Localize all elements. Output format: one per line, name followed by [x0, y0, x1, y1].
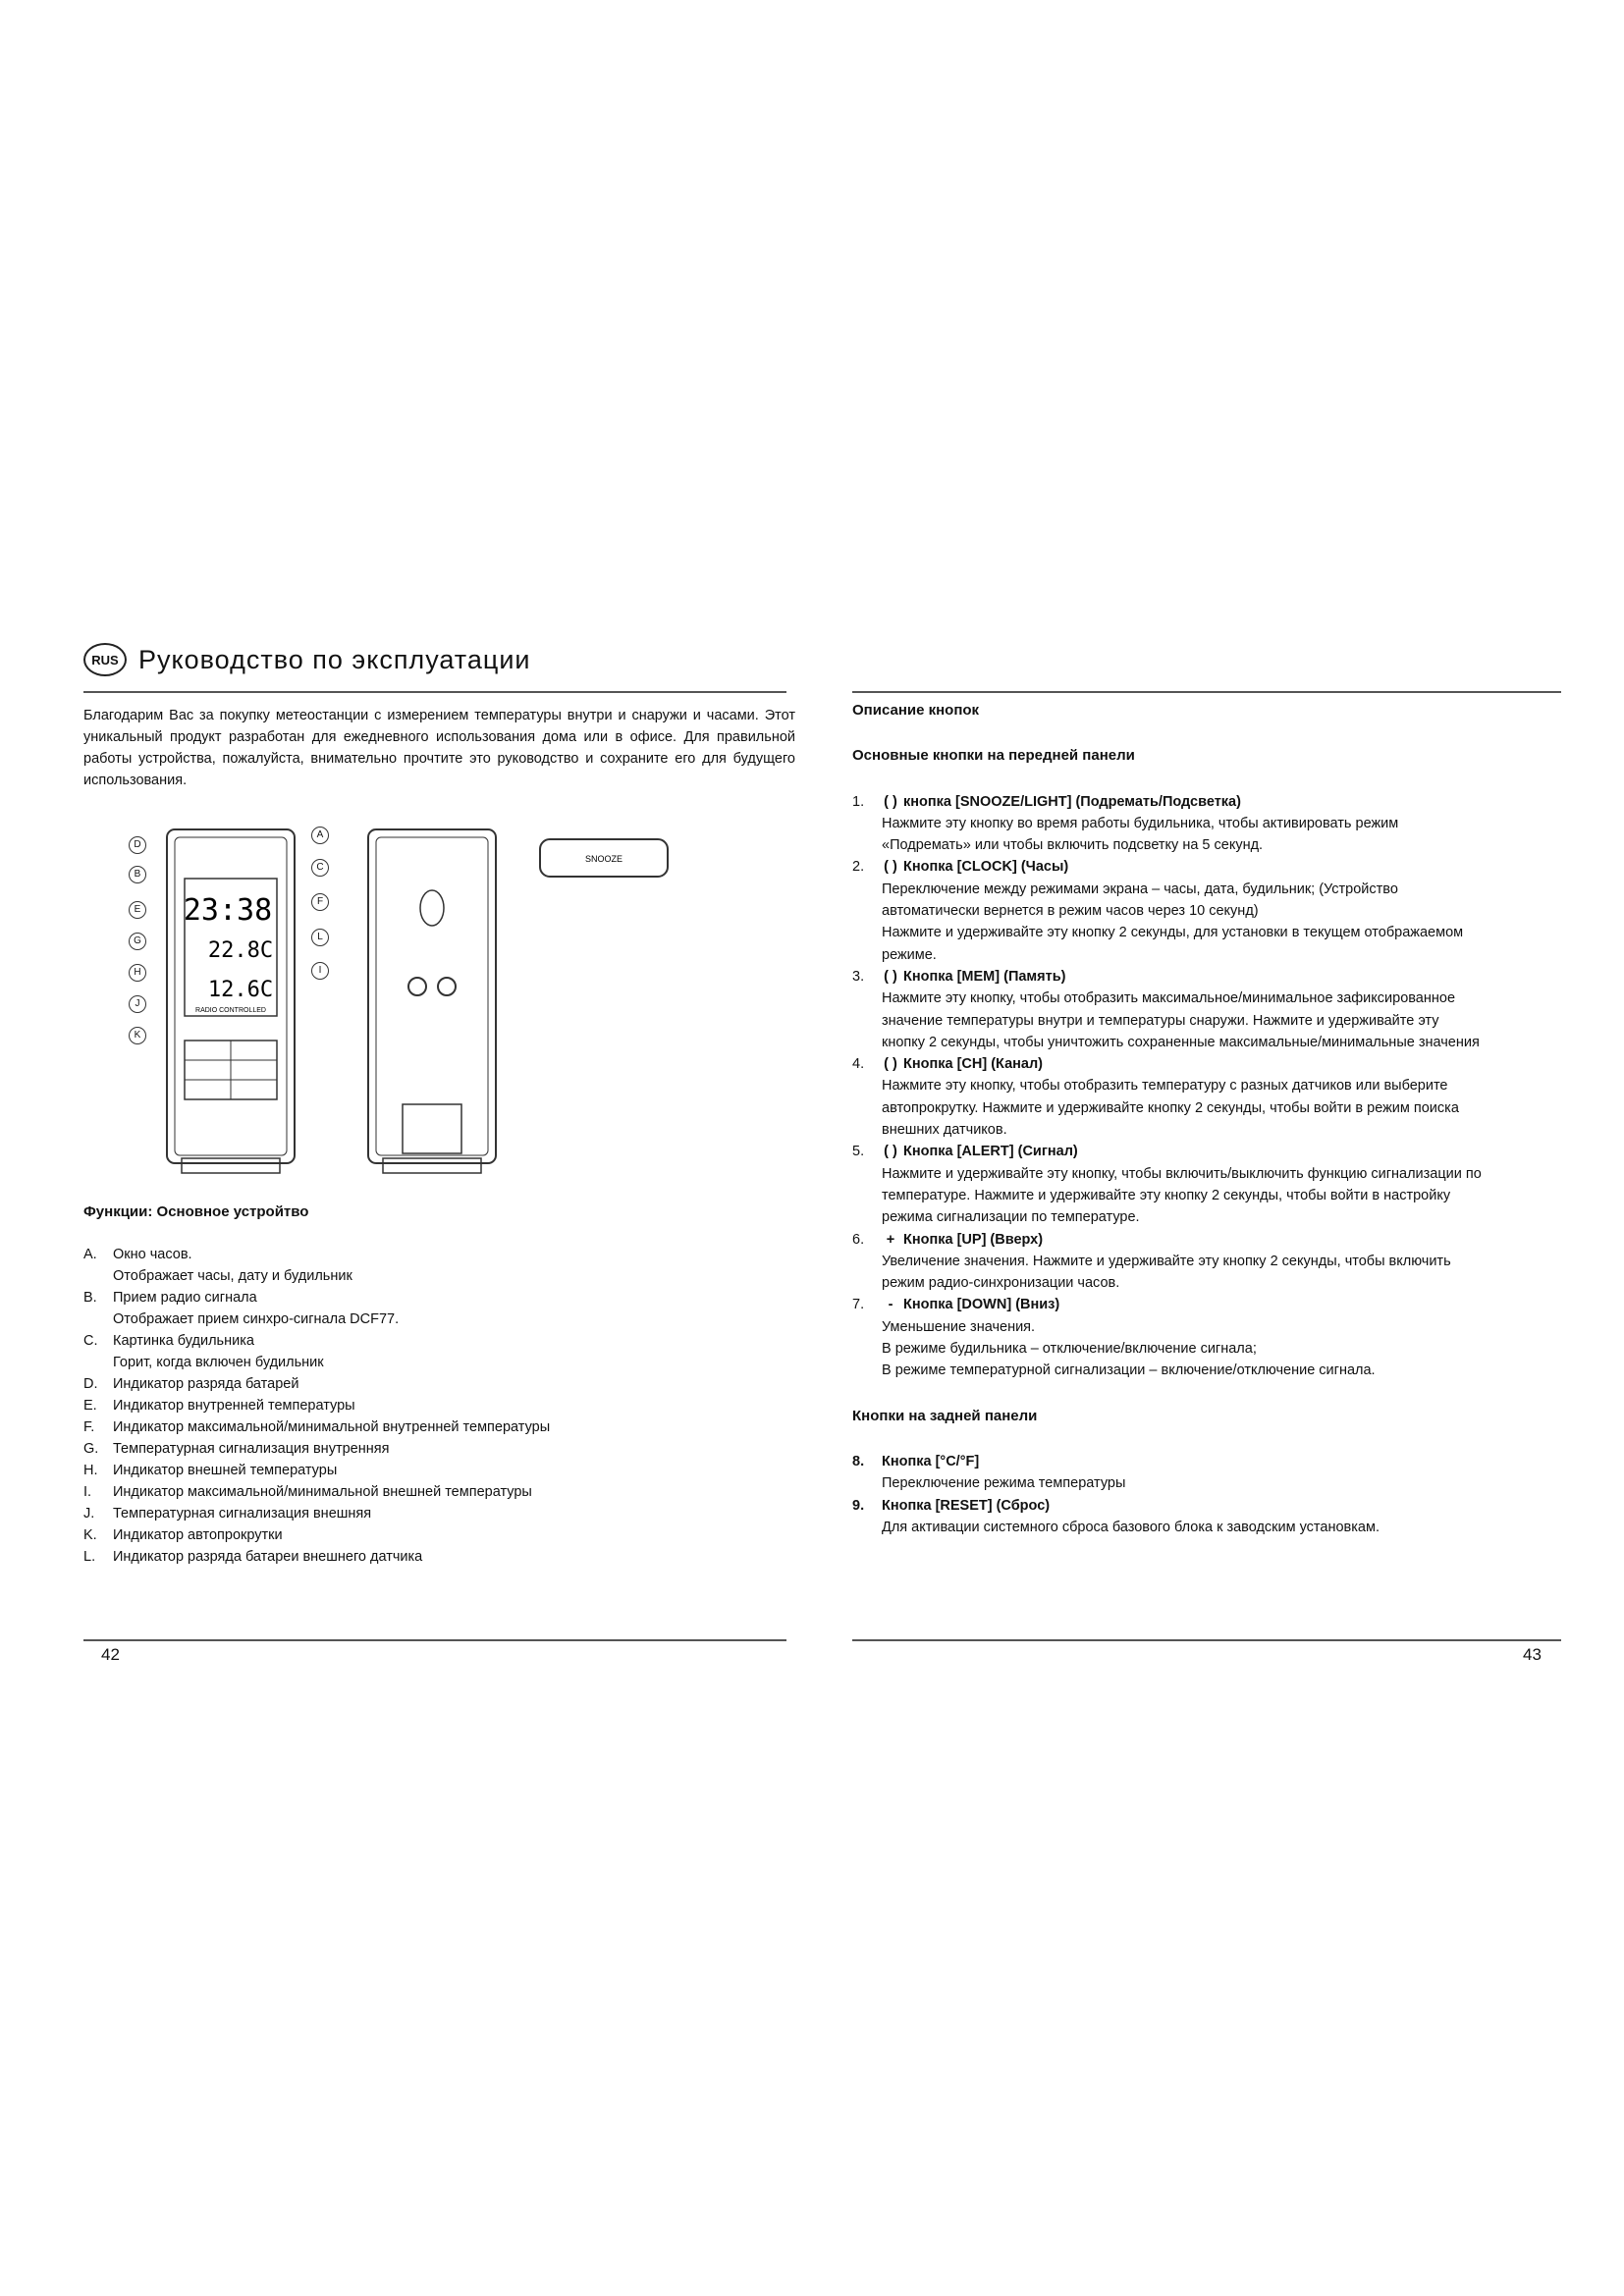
list-item: 6. + Кнопка [UP] (Вверх) Увеличение значения. Нажмите и удерживайте эту кнопку 2 секунды, чтобы включить режим радио-синхронизации часов.: [852, 1229, 1581, 1295]
footer-rule-left: [83, 1639, 786, 1641]
list-item: D. Индикатор разряда батарей: [83, 1376, 299, 1392]
list-item: 1. ( ) кнопка [SNOOZE/LIGHT] (Подремать/Подсветка) Нажмите эту кнопку во время работы будильника, чтобы активировать режим «Подремать» или чтобы включить подсветку на 5 секунд.: [852, 791, 1581, 857]
intro-paragraph: Благодарим Вас за покупку метеостанции с измерением температуры внутри и снаружи и часами. Этот уникальный продукт разработан для ежедневного использования дома или в офисе. Для правильной работы устройства, пожалуйста, внимательно прочтите это руководство и сохраните его для будущего использования.: [83, 708, 795, 788]
header-rule-left: [83, 691, 786, 693]
list-item: H. Индикатор внешней температуры: [83, 1463, 338, 1478]
list-item: 8. Кнопка [°C/°F] Переключение режима температуры: [852, 1453, 1126, 1492]
list-item: L. Индикатор разряда батареи внешнего датчика: [83, 1549, 423, 1565]
brand-strip: RADIO CONTROLLED: [195, 1007, 266, 1014]
list-item: 3. ( ) Кнопка [MEM] (Память) Нажмите эту кнопку, чтобы отобразить максимальное/минимальное зафиксированное значение температуры внутри и температуры снаружи. Нажмите и удерживайте эту кнопку 2 секунды, чтобы уничтожить сохраненные максимальные/минимальные значения: [852, 966, 1581, 1053]
list-item: 7. - Кнопка [DOWN] (Вниз) Уменьшение значения. В режиме будильника – отключение/включение сигнала; В режиме температурной сигнализации – включение/отключение сигнала.: [852, 1294, 1581, 1381]
callout-d: D: [129, 836, 146, 854]
language-badge: RUS: [83, 643, 127, 676]
lcd-temp-in: 22.8C: [207, 938, 274, 963]
callout-k: K: [129, 1027, 146, 1044]
list-item: 4. ( ) Кнопка [CH] (Канал) Нажмите эту кнопку, чтобы отобразить температуру с разных датчиков или выберите автопрокрутку. Нажмите и удерживайте кнопку 2 секунды, чтобы войти в режим поиска внешних датчиков.: [852, 1053, 1581, 1141]
callout-c: C: [311, 859, 329, 877]
list-item: G. Температурная сигнализация внутренняя: [83, 1441, 390, 1457]
lcd-temp-out: 12.6C: [207, 978, 274, 1002]
plus-icon: +: [886, 1231, 895, 1248]
buttons-section: [852, 700, 1581, 1538]
memory-icon: ( ): [884, 968, 897, 985]
clock-icon: ( ): [884, 859, 897, 876]
callout-l: L: [311, 929, 329, 946]
callout-f: F: [311, 893, 329, 911]
callout-i: I: [311, 962, 329, 980]
back-unit-drawing: [368, 829, 496, 1173]
channel-icon: ( ): [884, 1056, 897, 1073]
device-illustration: [118, 820, 707, 1183]
front-buttons-heading: Основные кнопки на передней панели: [852, 747, 1135, 765]
page-title: Руководство по эксплуатации: [138, 644, 531, 674]
page-number-right: 43: [1523, 1645, 1542, 1664]
minus-icon: -: [888, 1297, 893, 1313]
lcd-time: 23:38: [183, 893, 273, 928]
features-heading: Функции: Основное устройтво: [83, 1203, 309, 1220]
front-unit-drawing: [167, 829, 295, 1173]
callout-g: G: [129, 933, 146, 950]
callout-h: H: [129, 964, 146, 982]
list-item: A. Окно часов. Отображает часы, дату и будильник: [83, 1247, 352, 1284]
snooze-label: SNOOZE: [584, 854, 623, 864]
back-buttons-heading: Кнопки на задней панели: [852, 1407, 1038, 1424]
page-number-left: 42: [101, 1645, 120, 1664]
alert-icon: ( ): [884, 1144, 897, 1160]
list-item: K. Индикатор автопрокрутки: [83, 1527, 283, 1543]
list-item: 2. ( ) Кнопка [CLOCK] (Часы) Переключение между режимами экрана – часы, дата, будильник; (Устройство автоматически вернется в режим часов через 10 секунд) Нажмите и удерживайте эту кнопку 2 секунды, для установки в текущем отображаемом режиме.: [852, 856, 1581, 965]
page-header: [83, 643, 531, 676]
snooze-light-icon: ( ): [884, 793, 897, 810]
callout-a: A: [311, 827, 329, 844]
callout-e: E: [129, 901, 146, 919]
features-list: [83, 1244, 790, 1568]
list-item: C. Картинка будильника Горит, когда включен будильник: [83, 1333, 324, 1370]
footer-rule-right: [852, 1639, 1561, 1641]
callout-b: B: [129, 866, 146, 883]
list-item: B. Прием радио сигнала Отображает прием синхро-сигнала DCF77.: [83, 1290, 400, 1327]
list-item: E. Индикатор внутренней температуры: [83, 1398, 355, 1414]
list-item: 9. Кнопка [RESET] (Сброс) Для активации системного сброса базового блока к заводским установкам.: [852, 1497, 1380, 1535]
list-item: F. Индикатор максимальной/минимальной внутренней температуры: [83, 1419, 551, 1435]
callout-j: J: [129, 995, 146, 1013]
list-item: I. Индикатор максимальной/минимальной внешней температуры: [83, 1484, 532, 1500]
list-item: J. Температурная сигнализация внешняя: [83, 1506, 372, 1522]
header-rule-right: [852, 691, 1561, 693]
top-view-drawing: [540, 839, 668, 877]
list-item: 5. ( ) Кнопка [ALERT] (Сигнал) Нажмите и удерживайте эту кнопку, чтобы включить/выключить функцию сигнализации по температуре. Нажмите и удерживайте эту кнопку 2 секунды, чтобы войти в настройку режима сигнализации по температуре.: [852, 1141, 1581, 1228]
buttons-heading: Описание кнопок: [852, 702, 980, 719]
